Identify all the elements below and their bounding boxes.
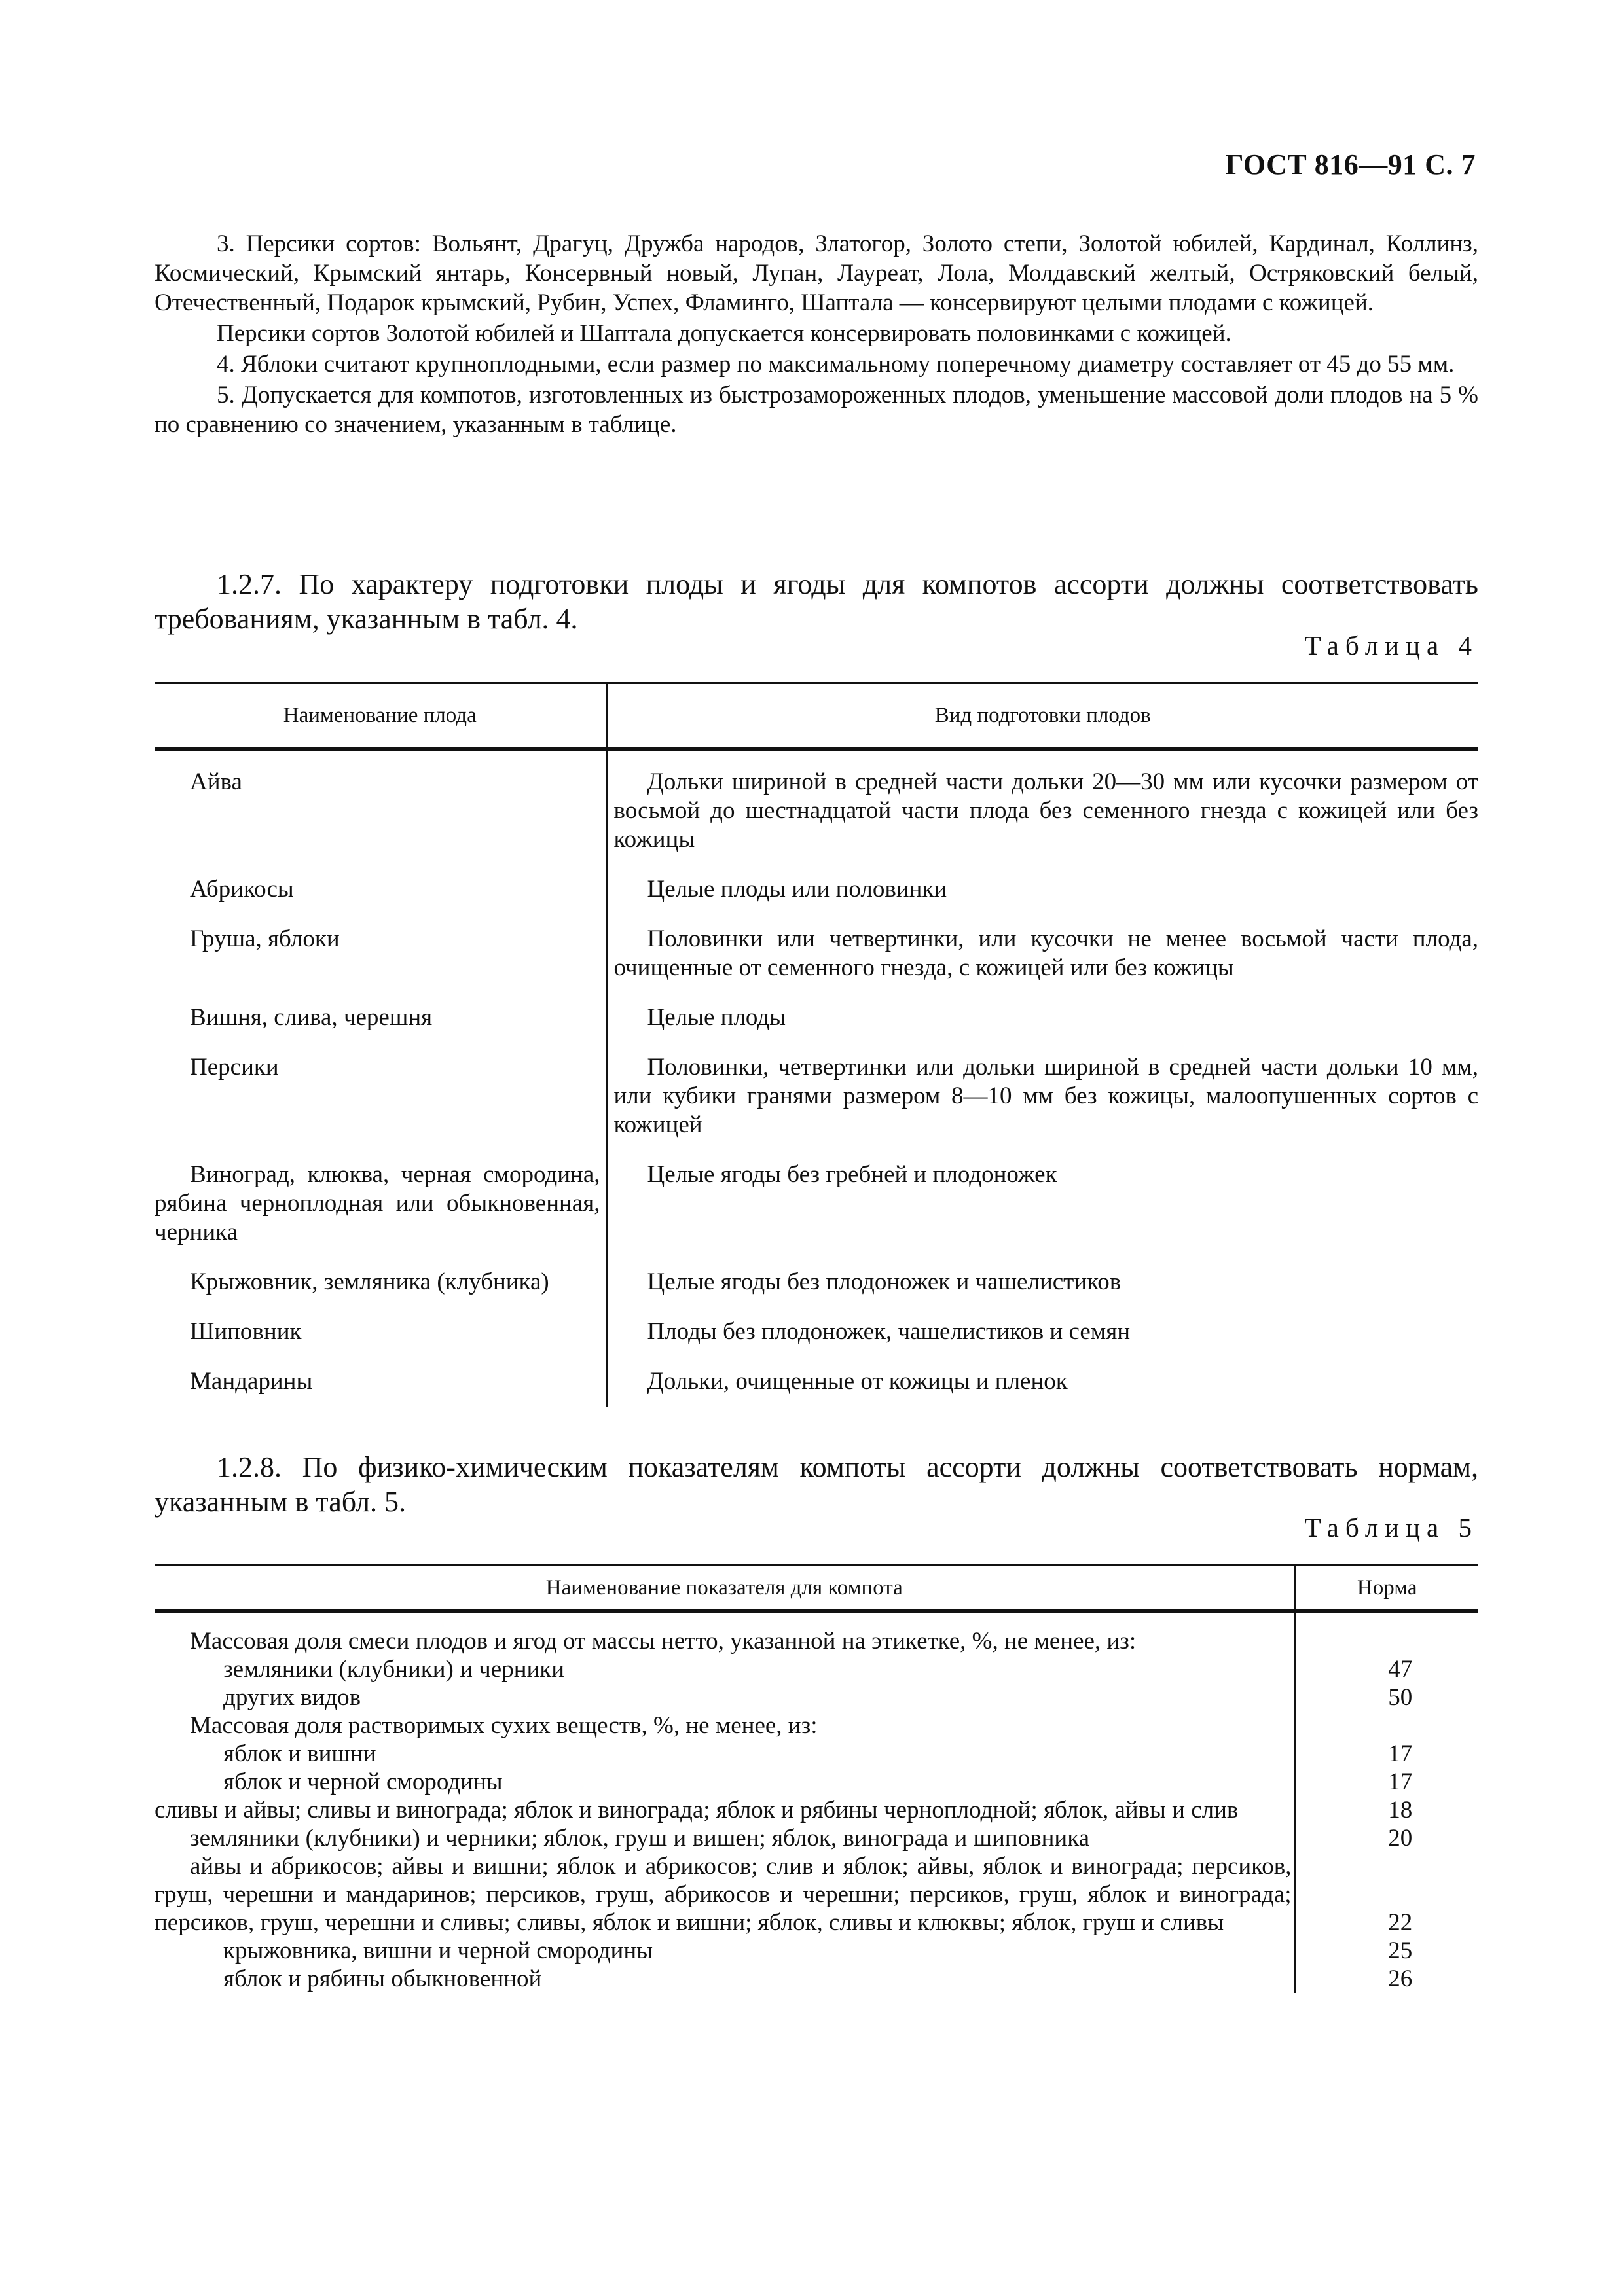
table5-value-cell: 25: [1388, 1937, 1413, 1964]
note-3-continued: Персики сортов Золотой юбилей и Шаптала допускается консервировать половинками с кожицей.: [217, 320, 1231, 347]
table5-value-cell: 20: [1388, 1825, 1413, 1852]
table5-label-cell: [155, 1627, 1295, 1655]
indicator-label: яблок и вишни: [223, 1740, 376, 1767]
fruit-name: Мандарины: [190, 1368, 313, 1395]
fruit-name: Персики: [190, 1054, 279, 1081]
table5-label-cell: [155, 1768, 1295, 1796]
table4-caption: Таблица 4: [1304, 630, 1478, 660]
prep-description: Целые плоды: [647, 1004, 786, 1031]
indicator-label: айвы и абрикосов; айвы и вишни; яблок и абрикосов; слив и яблок; айвы, яблок и винограда; персиков, груш, черешни и мандаринов; персиков, груш, абрикосов и черешни; персиков, груш, яблок и винограда; персиков, груш, черешни и сливы; сливы, яблок и вишни; яблок, сливы и клюквы; яблок, груш и сливы: [155, 1853, 1292, 1936]
prep-description: Целые плоды или половинки: [647, 876, 947, 903]
fruit-name: Шиповник: [190, 1318, 302, 1345]
table-5: [155, 1564, 1478, 1993]
table5-label-cell: [155, 1683, 1295, 1712]
table5-value-cell: 17: [1388, 1740, 1413, 1767]
table-row: [155, 1740, 1478, 1768]
fruit-name: Айва: [190, 768, 242, 795]
note-4: 4. Яблоки считают крупноплодными, если размер по максимальному поперечному диаметру составляет от 45 до 55 мм.: [217, 351, 1455, 378]
table-row: [155, 1143, 1478, 1251]
table4-fruit-cell: [155, 1251, 606, 1300]
page-header: ГОСТ 816—91 С. 7: [1225, 149, 1476, 181]
fruit-name: Виноград, клюква, черная смородина, рябина черноплодная или обыкновенная, черника: [155, 1161, 600, 1246]
table4-fruit-cell: [155, 1300, 606, 1350]
table-row: [155, 1965, 1478, 1993]
prep-description: Плоды без плодоножек, чашелистиков и семян: [647, 1318, 1131, 1345]
indicator-label: крыжовника, вишни и черной смородины: [223, 1937, 653, 1964]
table4-fruit-cell: [155, 1350, 606, 1407]
table4-prep-cell: [606, 1350, 1478, 1407]
prep-description: Целые ягоды без гребней и плодоножек: [647, 1161, 1057, 1188]
table4-prep-cell: [606, 858, 1478, 908]
table5-value-cell: 18: [1388, 1797, 1413, 1823]
table4-fruit-cell: [155, 986, 606, 1036]
table5-value-cell: 17: [1388, 1768, 1413, 1795]
table-row: [155, 1712, 1478, 1740]
indicator-label: яблок и черной смородины: [223, 1768, 503, 1795]
table4-fruit-cell: [155, 749, 606, 859]
table5-value-cell: [1295, 1627, 1478, 1655]
table5-label-cell: [155, 1965, 1295, 1993]
table-row: [155, 1251, 1478, 1300]
table-row: [155, 1036, 1478, 1143]
table4-header-prep: Вид подготовки плодов: [606, 683, 1478, 749]
table4-fruit-cell: [155, 908, 606, 986]
table5-value-cell: 22: [1388, 1909, 1413, 1936]
table4-prep-cell: [606, 1300, 1478, 1350]
table5-value-cell: 26: [1388, 1965, 1413, 1992]
indicator-label: сливы и айвы; сливы и винограда; яблок и винограда; яблок и рябины черноплодной; яблок, айвы и слив: [155, 1797, 1239, 1823]
table5-header-indicator: Наименование показателя для компота: [155, 1566, 1295, 1611]
table4-prep-cell: [606, 1036, 1478, 1143]
table-row: [155, 1937, 1478, 1965]
table-row: [155, 1683, 1478, 1712]
table4-fruit-cell: [155, 858, 606, 908]
section-1-2-8: [155, 1450, 1478, 1519]
table5-label-cell: [155, 1655, 1295, 1683]
table-row: [155, 1824, 1478, 1852]
indicator-label: земляники (клубники) и черники; яблок, груш и вишен; яблок, винограда и шиповника: [190, 1825, 1090, 1852]
table-row: [155, 1627, 1478, 1655]
table4-prep-cell: [606, 986, 1478, 1036]
prep-description: Половинки, четвертинки или дольки шириной в средней части дольки 10 мм, или кубики гранями размером 8—10 мм без кожицы, малоопушенных сортов с кожицей: [613, 1054, 1478, 1138]
table-row: [155, 749, 1478, 859]
indicator-label: земляники (клубники) и черники: [223, 1656, 565, 1683]
table4-fruit-cell: [155, 1036, 606, 1143]
table-row: [155, 1350, 1478, 1407]
table5-value-cell: [1295, 1712, 1478, 1740]
prep-description: Дольки шириной в средней части дольки 20—30 мм или кусочки размером от восьмой до шестнадцатой части плода без семенного гнезда с кожицей или без кожицы: [613, 768, 1478, 853]
table4-prep-cell: [606, 749, 1478, 859]
table4-header-row: [155, 683, 1478, 749]
indicator-label: других видов: [223, 1684, 361, 1711]
table5-value-cell: 50: [1388, 1684, 1413, 1711]
note-3: 3. Персики сортов: Вольянт, Драгуц, Дружба народов, Златогор, Золото степи, Золотой юбилей, Кардинал, Коллинз, Космический, Крымский янтарь, Консервный новый, Лупан, Лауреат, Лола, Молдавский желтый, Остряковский белый, Отечественный, Подарок крымский, Рубин, Успех, Фламинго, Шаптала — консервируют целыми плодами с кожицей.: [155, 230, 1478, 316]
table-row: [155, 1300, 1478, 1350]
table-row: [155, 858, 1478, 908]
table5-caption: Таблица 5: [1304, 1513, 1478, 1543]
indicator-label: яблок и рябины обыкновенной: [223, 1965, 542, 1992]
fruit-name: Груша, яблоки: [190, 925, 340, 952]
fruit-name: Вишня, слива, черешня: [190, 1004, 433, 1031]
table-row: [155, 1852, 1478, 1937]
table4-prep-cell: [606, 908, 1478, 986]
table-row: [155, 1655, 1478, 1683]
prep-description: Дольки, очищенные от кожицы и пленок: [647, 1368, 1068, 1395]
table5-label-cell: [155, 1824, 1295, 1852]
table5-header-norm: Норма: [1295, 1566, 1478, 1611]
table-row: [155, 986, 1478, 1036]
table5-value-cell: 47: [1388, 1656, 1413, 1683]
section-1-2-8-text: 1.2.8. По физико-химическим показателям компоты ассорти должны соответствовать нормам, указанным в табл. 5.: [155, 1451, 1478, 1518]
table-row: [155, 1796, 1478, 1824]
table4-prep-cell: [606, 1251, 1478, 1300]
table5-label-cell: [155, 1852, 1295, 1937]
table-row: [155, 908, 1478, 986]
note-5: 5. Допускается для компотов, изготовленных из быстрозамороженных плодов, уменьшение массовой доли плодов на 5 % по сравнению со значением, указанным в таблице.: [155, 382, 1478, 438]
table5-label-cell: [155, 1937, 1295, 1965]
prep-description: Половинки или четвертинки, или кусочки не менее восьмой части плода, очищенные от семенного гнезда, с кожицей или без кожицы: [613, 925, 1478, 981]
indicator-label: Массовая доля растворимых сухих веществ, %, не менее, из:: [190, 1712, 818, 1739]
table5-label-cell: [155, 1712, 1295, 1740]
fruit-name: Абрикосы: [190, 876, 294, 903]
table-4: [155, 682, 1478, 1407]
table-notes: [155, 229, 1478, 440]
section-1-2-7: [155, 567, 1478, 636]
indicator-label: Массовая доля смеси плодов и ягод от массы нетто, указанной на этикетке, %, не менее, из:: [190, 1628, 1137, 1655]
table-row: [155, 1768, 1478, 1796]
table4-prep-cell: [606, 1143, 1478, 1251]
table4-fruit-cell: [155, 1143, 606, 1251]
section-1-2-7-text: 1.2.7. По характеру подготовки плоды и ягоды для компотов ассорти должны соответствовать требованиям, указанным в табл. 4.: [155, 568, 1478, 635]
table5-spacer: [155, 1611, 1478, 1628]
fruit-name: Крыжовник, земляника (клубника): [190, 1268, 549, 1295]
prep-description: Целые ягоды без плодоножек и чашелистиков: [647, 1268, 1122, 1295]
table5-label-cell: [155, 1796, 1295, 1824]
table5-header-row: [155, 1566, 1478, 1611]
table5-label-cell: [155, 1740, 1295, 1768]
table4-header-fruit: Наименование плода: [155, 683, 606, 749]
